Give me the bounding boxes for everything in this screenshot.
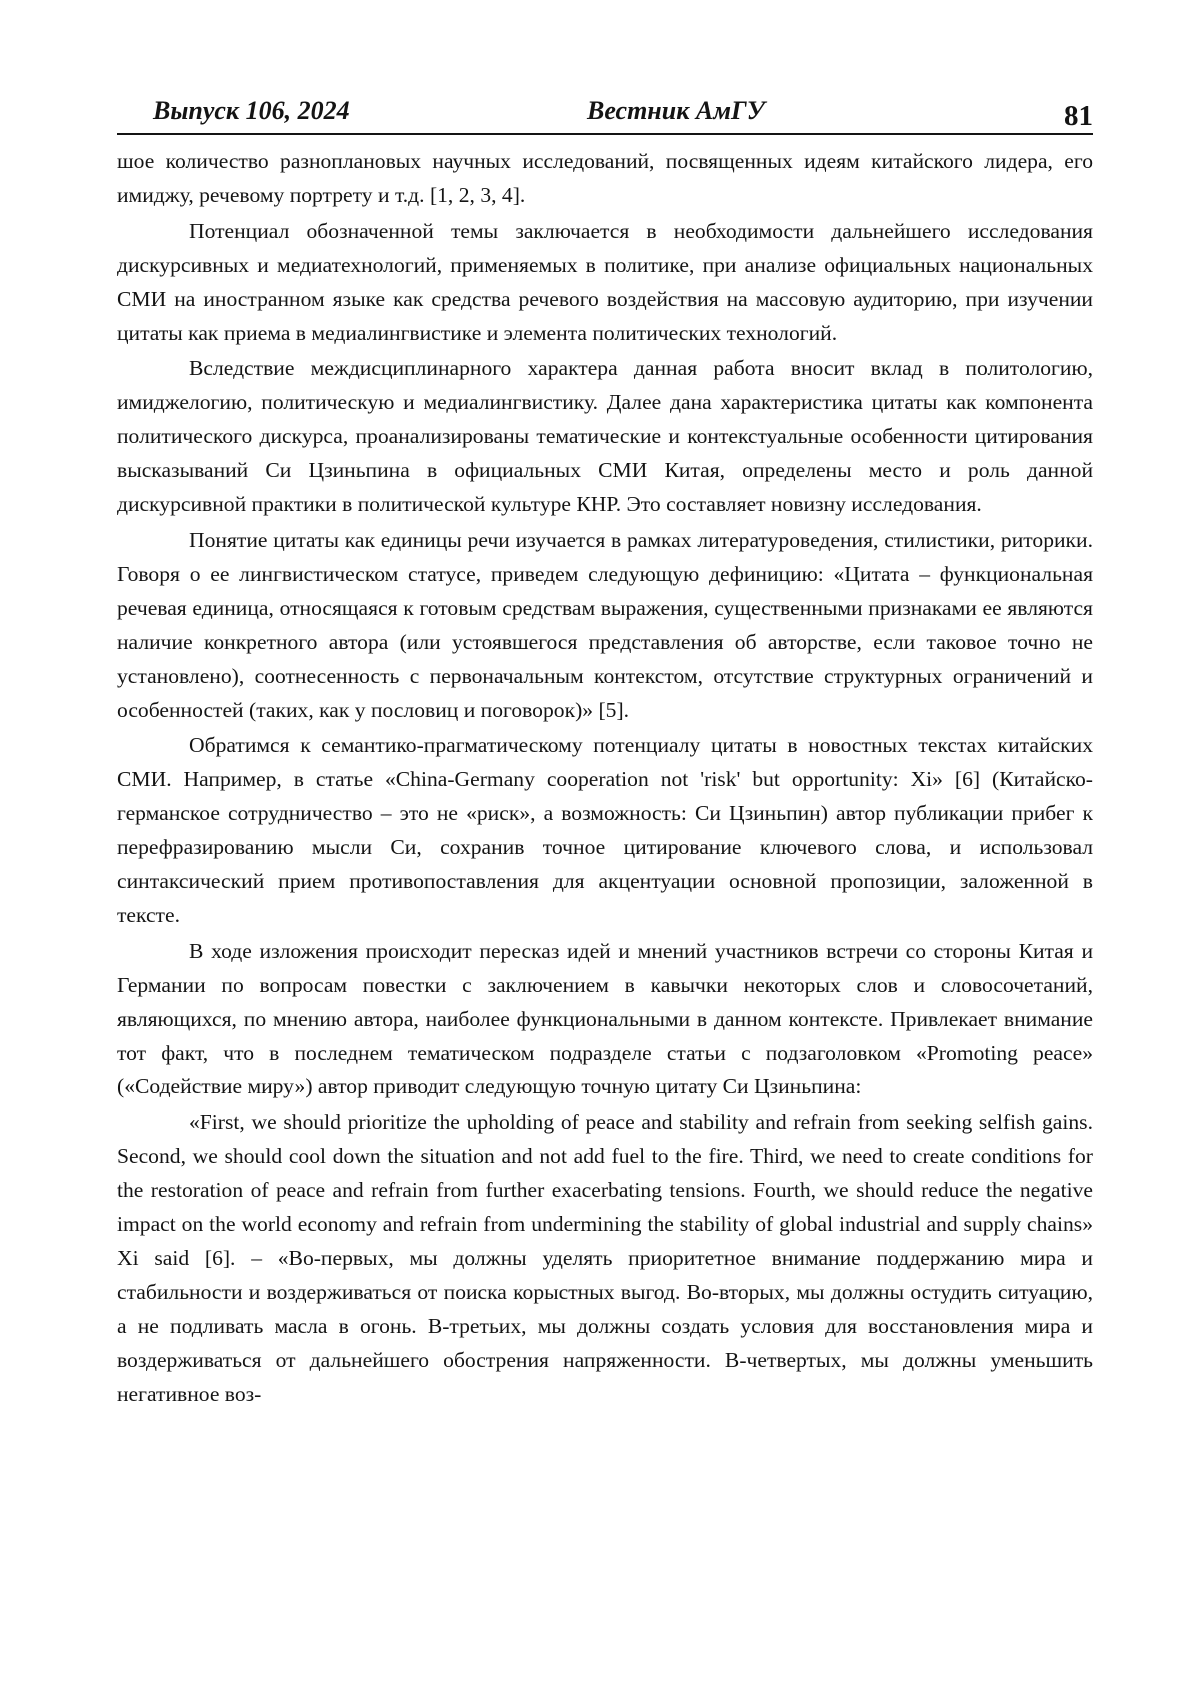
paragraph-retelling: В ходе изложения происходит пересказ идей и мнений участников встречи со стороны Китая и Германии по вопросам повестки с заключением в кавычки некоторых слов и словосочетаний, являющихся, по мнению автора, наиболее функциональными в данном контексте. Привлекает внимание тот факт, что в последнем тематическом подразделе статьи с подзаголовком «Promoting peace» («Содействие миру») автор приводит следующую точную цитату Си Цзиньпина: [117,938,1093,1099]
paragraph-quote-definition: Понятие цитаты как единицы речи изучается в рамках литературоведения, стилистики, риторики. Говоря о ее лингвистическом статусе, приведем следующую дефиницию: «Цитата – функциональная речевая единица, относящаяся к готовым средствам выражения, существенными признаками ее являются наличие конкретного автора (или устоявшегося представления об авторстве, если таковое точно не установлено), соотнесенность с первоначальным контекстом, отсутствие структурных ограничений и особенностей (таких, как у пословиц и поговорок)» [5]. [117,527,1093,722]
paragraph-xi-quotation: «First, we should prioritize the upholding of peace and stability and refrain from seeking selfish gains. Second, we should cool down the situation and not add fuel to the fire. Third, we need to create conditions for the restoration of peace and refrain from further exacerbating tensions. Fourth, we should reduce the negative impact on the world economy and refrain from undermining the stability of global industrial and supply chains» Xi said [6]. – «Во-первых, мы должны уделять приоритетное внимание поддержанию мира и стабильности и воздерживаться от поиска корыстных выгод. Во-вторых, мы должны остудить ситуацию, а не подливать масла в огонь. В-третьих, мы должны создать условия для восстановления мира и воздерживаться от дальнейшего обострения напряженности. В-четвертых, мы должны уменьшить негативное воз- [117,1110,1093,1406]
paragraph-topic-potential: Потенциал обозначенной темы заключается в необходимости дальнейшего исследования дискурсивных и медиатехнологий, применяемых в политике, при анализе официальных национальных СМИ на иностранном языке как средства речевого воздействия на массовую аудиторию, при изучении цитаты как приема в медиалингвистике и элемента политических технологий. [117,218,1093,345]
paragraph-novelty: Вследствие междисциплинарного характера данная работа вносит вклад в политологию, имиджелогию, политическую и медиалингвистику. Далее дана характеристика цитаты как компонента политического дискурса, проанализированы тематические и контекстуальные особенности цитирования высказываний Си Цзиньпина в официальных СМИ Китая, определены место и роль данной дискурсивной практики в политической культуре КНР. Это составляет новизну исследования. [117,356,1093,517]
running-header [117,88,1093,132]
issue-label: Выпуск 106, 2024 [153,96,350,125]
header-divider [117,133,1093,135]
paragraph-continuation: шое количество разноплановых научных исследований, посвященных идеям китайского лидера, его имиджу, речевому портрету и т.д. [1, 2, 3, 4]. [117,149,1093,207]
page-number: 81 [1064,100,1093,132]
journal-title: Вестник АмГУ [587,96,765,125]
article-body [117,145,1093,1412]
paragraph-semantic-pragmatic: Обратимся к семантико-прагматическому потенциалу цитаты в новостных текстах китайских СМИ. Например, в статье «China-Germany cooperation not 'risk' but opportunity: Xi» [6] (Китайско-германское сотрудничество – это не «риск», а возможность: Си Цзиньпин) автор публикации прибег к перефразированию мысли Си, сохранив точное цитирование ключевого слова, и использовал синтаксический прием противопоставления для акцентуации основной пропозиции, заложенной в тексте. [117,733,1093,927]
